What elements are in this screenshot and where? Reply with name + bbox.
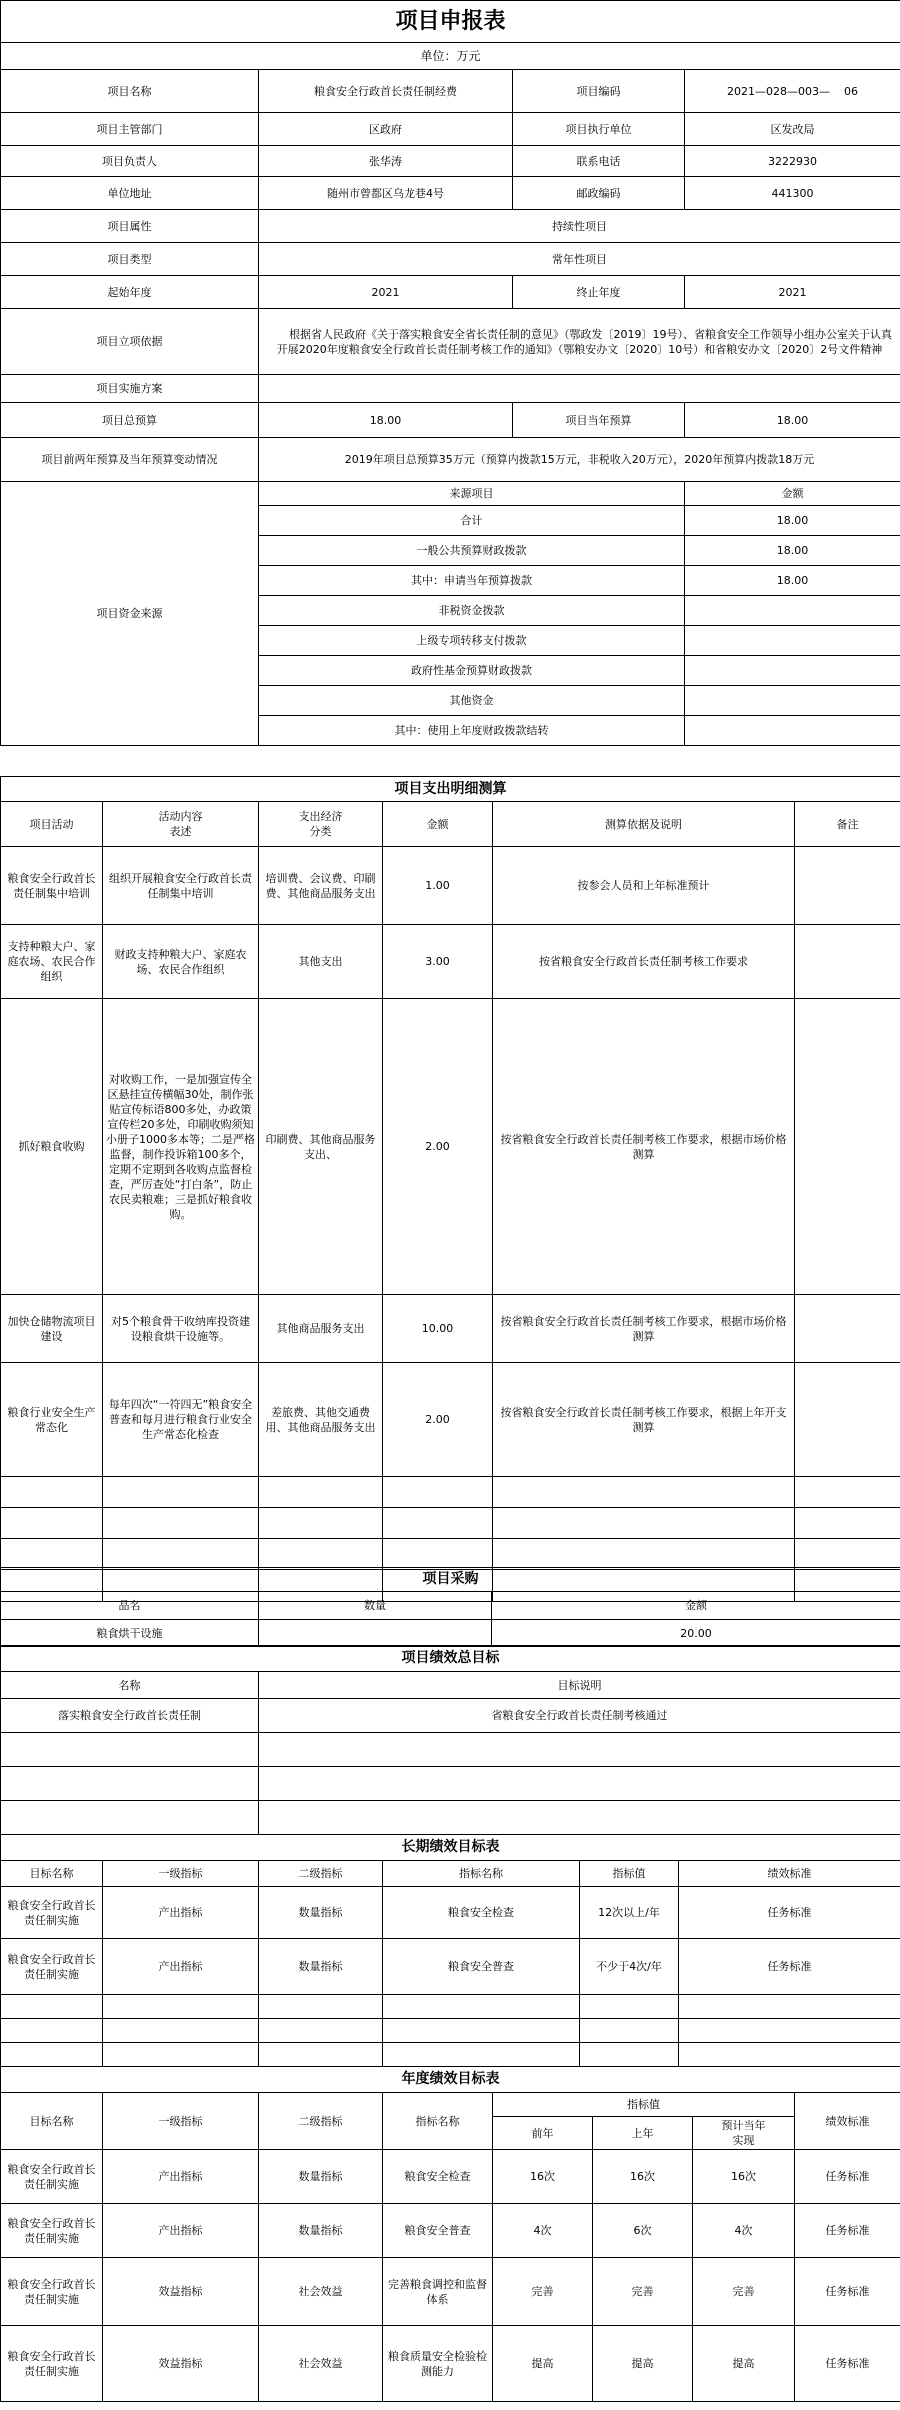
project-code: 2021—028—003— 06 [685,70,900,113]
code-label: 项目编码 [513,70,685,113]
fund-amount: 18.00 [685,566,900,596]
empty-cell [259,1539,383,1570]
purchase-item-amount: 20.00 [492,1620,900,1647]
phone-label: 联系电话 [513,146,685,177]
funds-label: 项目资金来源 [1,482,259,746]
long-col-ind: 指标名称 [383,1861,580,1887]
end-label: 终止年度 [513,276,685,309]
annual-l1: 效益指标 [103,2326,259,2402]
class-cell: 培训费、会议费、印刷费、其他商品服务支出 [259,847,383,925]
annual-c: 提高 [693,2326,795,2402]
long-val: 12次以上/年 [580,1887,679,1939]
addr-label: 单位地址 [1,177,259,210]
annual-l1: 产出指标 [103,2150,259,2204]
empty-cell [1,1733,259,1767]
annual-std: 任务标准 [795,2258,900,2326]
end-value: 2021 [685,276,900,309]
basis-value: 根据省人民政府《关于落实粮食安全省长责任制的意见》（鄂政发〔2019〕19号）、省粮食安全工作领导小组办公室关于认真开展2020年度粮食安全行政首长责任制考核工作的通知》（鄂粮安办文〔2020〕10号）和省粮安办文〔2020〕2号文件精神 [259,309,900,375]
basis-cell: 按省粮食安全行政首长责任制考核工作要求，根据市场价格测算 [493,1295,795,1363]
plan-label: 项目实施方案 [1,375,259,403]
empty-cell [1,1995,103,2019]
annual-std: 任务标准 [795,2326,900,2402]
addr-value: 随州市曾都区乌龙巷4号 [259,177,513,210]
long-term-title: 长期绩效目标表 [1,1835,900,1861]
note-cell [795,1295,900,1363]
long-col-l2: 二级指标 [259,1861,383,1887]
annual-goal: 粮食安全行政首长责任制实施 [1,2326,103,2402]
total-value: 18.00 [259,403,513,438]
start-value: 2021 [259,276,513,309]
purchase-title: 项目采购 [1,1568,900,1592]
class-cell: 印刷费、其他商品服务支出、 [259,999,383,1295]
empty-cell [795,1539,900,1570]
empty-cell [493,1539,795,1570]
empty-cell [259,1477,383,1508]
annual-col-ind: 指标名称 [383,2093,493,2150]
empty-cell [103,1477,259,1508]
annual-a: 提高 [493,2326,593,2402]
annual-c: 4次 [693,2204,795,2258]
long-ind: 粮食安全普查 [383,1939,580,1995]
activity-cell: 支持种粮大户、家庭农场、农民合作组织 [1,925,103,999]
empty-cell [679,2043,900,2067]
project-name: 粮食安全行政首长责任制经费 [259,70,513,113]
phone-value: 3222930 [685,146,900,177]
empty-cell [103,2043,259,2067]
activity-cell: 粮食安全行政首长责任制集中培训 [1,847,103,925]
annual-col-prev: 上年 [593,2117,693,2150]
page-title: 项目申报表 [1,1,900,43]
activity-cell: 抓好粮食收购 [1,999,103,1295]
purchase-col-name: 品名 [1,1592,259,1620]
fund-amount: 18.00 [685,536,900,566]
type-label: 项目类型 [1,243,259,276]
long-goal: 粮食安全行政首长责任制实施 [1,1887,103,1939]
empty-cell [1,2043,103,2067]
empty-cell [103,1508,259,1539]
empty-cell [383,1539,493,1570]
amount-cell: 2.00 [383,999,493,1295]
fund-amount: 18.00 [685,506,900,536]
funds-source-header: 来源项目 [259,482,685,506]
note-cell [795,999,900,1295]
annual-l2: 社会效益 [259,2258,383,2326]
empty-cell [259,1508,383,1539]
empty-cell [493,1508,795,1539]
amount-cell: 1.00 [383,847,493,925]
col-amount: 金额 [383,802,493,847]
funds-amount-header: 金额 [685,482,900,506]
amount-cell: 2.00 [383,1363,493,1477]
annual-col-l2: 二级指标 [259,2093,383,2150]
empty-cell [1,1539,103,1570]
long-goal: 粮食安全行政首长责任制实施 [1,1939,103,1995]
annual-title: 年度绩效目标表 [1,2067,900,2093]
empty-cell [795,1477,900,1508]
empty-cell [103,1995,259,2019]
col-note: 备注 [795,802,900,847]
start-label: 起始年度 [1,276,259,309]
basis-label: 项目立项依据 [1,309,259,375]
zip-label: 邮政编码 [513,177,685,210]
annual-l1: 产出指标 [103,2204,259,2258]
fund-amount [685,656,900,686]
basis-cell: 按省粮食安全行政首长责任制考核工作要求 [493,925,795,999]
annual-std: 任务标准 [795,2150,900,2204]
annual-a: 4次 [493,2204,593,2258]
long-val: 不少于4次/年 [580,1939,679,1995]
empty-cell [383,1508,493,1539]
attr-value: 持续性项目 [259,210,900,243]
purchase-item-qty [259,1620,492,1647]
long-l1: 产出指标 [103,1939,259,1995]
long-ind: 粮食安全检查 [383,1887,580,1939]
performance-goal-table [0,1645,900,1835]
empty-cell [1,1801,259,1835]
empty-cell [259,2043,383,2067]
performance-title: 项目绩效总目标 [1,1646,900,1672]
empty-cell [259,1767,900,1801]
empty-cell [259,1733,900,1767]
class-cell: 差旅费、其他交通费用、其他商品服务支出 [259,1363,383,1477]
exec-value: 区发改局 [685,113,900,146]
exec-label: 项目执行单位 [513,113,685,146]
annual-col-std: 绩效标准 [795,2093,900,2150]
annual-c: 完善 [693,2258,795,2326]
expenditure-table [0,776,900,1602]
annual-b: 提高 [593,2326,693,2402]
expenditure-title: 项目支出明细测算 [1,777,900,802]
fund-amount [685,626,900,656]
empty-cell [679,1995,900,2019]
annual-l2: 数量指标 [259,2150,383,2204]
basic-info-table [0,0,900,746]
long-l1: 产出指标 [103,1887,259,1939]
empty-cell [383,1477,493,1508]
amount-cell: 3.00 [383,925,493,999]
empty-cell [383,1995,580,2019]
class-cell: 其他商品服务支出 [259,1295,383,1363]
attr-label: 项目属性 [1,210,259,243]
annual-col-prev2: 前年 [493,2117,593,2150]
activity-cell: 粮食行业安全生产常态化 [1,1363,103,1477]
perf-col-name: 名称 [1,1672,259,1699]
annual-b: 6次 [593,2204,693,2258]
type-value: 常年性项目 [259,243,900,276]
col-basis: 测算依据及说明 [493,802,795,847]
cur-value: 18.00 [685,403,900,438]
leader-label: 项目负责人 [1,146,259,177]
empty-cell [1,1767,259,1801]
long-l2: 数量指标 [259,1887,383,1939]
empty-cell [493,1477,795,1508]
long-col-l1: 一级指标 [103,1861,259,1887]
content-cell: 组织开展粮食安全行政首长责任制集中培训 [103,847,259,925]
cur-label: 项目当年预算 [513,403,685,438]
annual-col-goal: 目标名称 [1,2093,103,2150]
long-col-goal: 目标名称 [1,1861,103,1887]
long-col-val: 指标值 [580,1861,679,1887]
fund-row: 政府性基金预算财政拨款 [259,656,685,686]
annual-table [0,2066,900,2402]
annual-std: 任务标准 [795,2204,900,2258]
change-value: 2019年项目总预算35万元（预算内拨款15万元，非税收入20万元），2020年预算内拨款18万元 [259,438,900,482]
fund-row: 非税资金拨款 [259,596,685,626]
activity-cell: 加快仓储物流项目建设 [1,1295,103,1363]
fund-amount [685,686,900,716]
empty-cell [383,2043,580,2067]
name-label: 项目名称 [1,70,259,113]
empty-cell [1,1508,103,1539]
empty-cell [383,2019,580,2043]
empty-cell [259,2019,383,2043]
long-term-table [0,1834,900,2067]
annual-goal: 粮食安全行政首长责任制实施 [1,2204,103,2258]
long-std: 任务标准 [679,1939,900,1995]
leader-value: 张华涛 [259,146,513,177]
annual-ind: 完善粮食调控和监督体系 [383,2258,493,2326]
empty-cell [103,1539,259,1570]
fund-row: 一般公共预算财政拨款 [259,536,685,566]
empty-cell [580,2043,679,2067]
empty-cell [795,1508,900,1539]
annual-col-l1: 一级指标 [103,2093,259,2150]
content-cell: 财政支持种粮大户、家庭农场、农民合作组织 [103,925,259,999]
basis-cell: 按参会人员和上年标准预计 [493,847,795,925]
perf-goal-desc: 省粮食安全行政首长责任制考核通过 [259,1699,900,1733]
fund-amount [685,716,900,746]
plan-value [259,375,900,403]
purchase-item-name: 粮食烘干设施 [1,1620,259,1647]
unit-label: 单位：万元 [1,43,900,70]
empty-cell [259,1995,383,2019]
annual-goal: 粮食安全行政首长责任制实施 [1,2258,103,2326]
perf-col-desc: 目标说明 [259,1672,900,1699]
long-std: 任务标准 [679,1887,900,1939]
note-cell [795,925,900,999]
annual-ind: 粮食安全检查 [383,2150,493,2204]
class-cell: 其他支出 [259,925,383,999]
long-l2: 数量指标 [259,1939,383,1995]
fund-row: 合计 [259,506,685,536]
note-cell [795,1363,900,1477]
annual-l2: 社会效益 [259,2326,383,2402]
perf-goal-name: 落实粮食安全行政首长责任制 [1,1699,259,1733]
empty-cell [580,1995,679,2019]
zip-value: 441300 [685,177,900,210]
fund-row: 上级专项转移支付拨款 [259,626,685,656]
content-cell: 对5个粮食骨干收纳库投资建设粮食烘干设施等。 [103,1295,259,1363]
change-label: 项目前两年预算及当年预算变动情况 [1,438,259,482]
dept-label: 项目主管部门 [1,113,259,146]
annual-l2: 数量指标 [259,2204,383,2258]
fund-row: 其中：使用上年度财政拨款结转 [259,716,685,746]
fund-row: 其他资金 [259,686,685,716]
empty-cell [580,2019,679,2043]
col-class: 支出经济 分类 [259,802,383,847]
annual-goal: 粮食安全行政首长责任制实施 [1,2150,103,2204]
empty-cell [1,1477,103,1508]
annual-b: 完善 [593,2258,693,2326]
empty-cell [259,1801,900,1835]
basis-cell: 按省粮食安全行政首长责任制考核工作要求，根据市场价格测算 [493,999,795,1295]
total-label: 项目总预算 [1,403,259,438]
col-activity: 项目活动 [1,802,103,847]
col-content: 活动内容 表述 [103,802,259,847]
empty-cell [103,2019,259,2043]
annual-col-value: 指标值 [493,2093,795,2117]
note-cell [795,847,900,925]
annual-l1: 效益指标 [103,2258,259,2326]
annual-b: 16次 [593,2150,693,2204]
content-cell: 对收购工作，一是加强宣传全区悬挂宣传横幅30处，制作张贴宣传标语800多处，办政策宣传栏20多处，印刷收购须知小册子1000多本等；二是严格监督，制作投诉箱100多个，定期不定期到各收购点监督检查，严厉查处“打白条”，防止农民卖粮难；三是抓好粮食收购。 [103,999,259,1295]
empty-cell [679,2019,900,2043]
annual-a: 完善 [493,2258,593,2326]
empty-cell [1,2019,103,2043]
annual-a: 16次 [493,2150,593,2204]
amount-cell: 10.00 [383,1295,493,1363]
annual-c: 16次 [693,2150,795,2204]
annual-ind: 粮食安全普查 [383,2204,493,2258]
purchase-col-amount: 金额 [492,1592,900,1620]
annual-col-expected: 预计当年 实现 [693,2117,795,2150]
purchase-col-qty: 数量 [259,1592,492,1620]
basis-cell: 按省粮食安全行政首长责任制考核工作要求，根据上年开支测算 [493,1363,795,1477]
annual-ind: 粮食质量安全检验检测能力 [383,2326,493,2402]
fund-row: 其中：申请当年预算拨款 [259,566,685,596]
dept-value: 区政府 [259,113,513,146]
purchase-table [0,1567,900,1647]
content-cell: 每年四次“一符四无”粮食安全普查和每月进行粮食行业安全生产常态化检查 [103,1363,259,1477]
fund-amount [685,596,900,626]
long-col-std: 绩效标准 [679,1861,900,1887]
